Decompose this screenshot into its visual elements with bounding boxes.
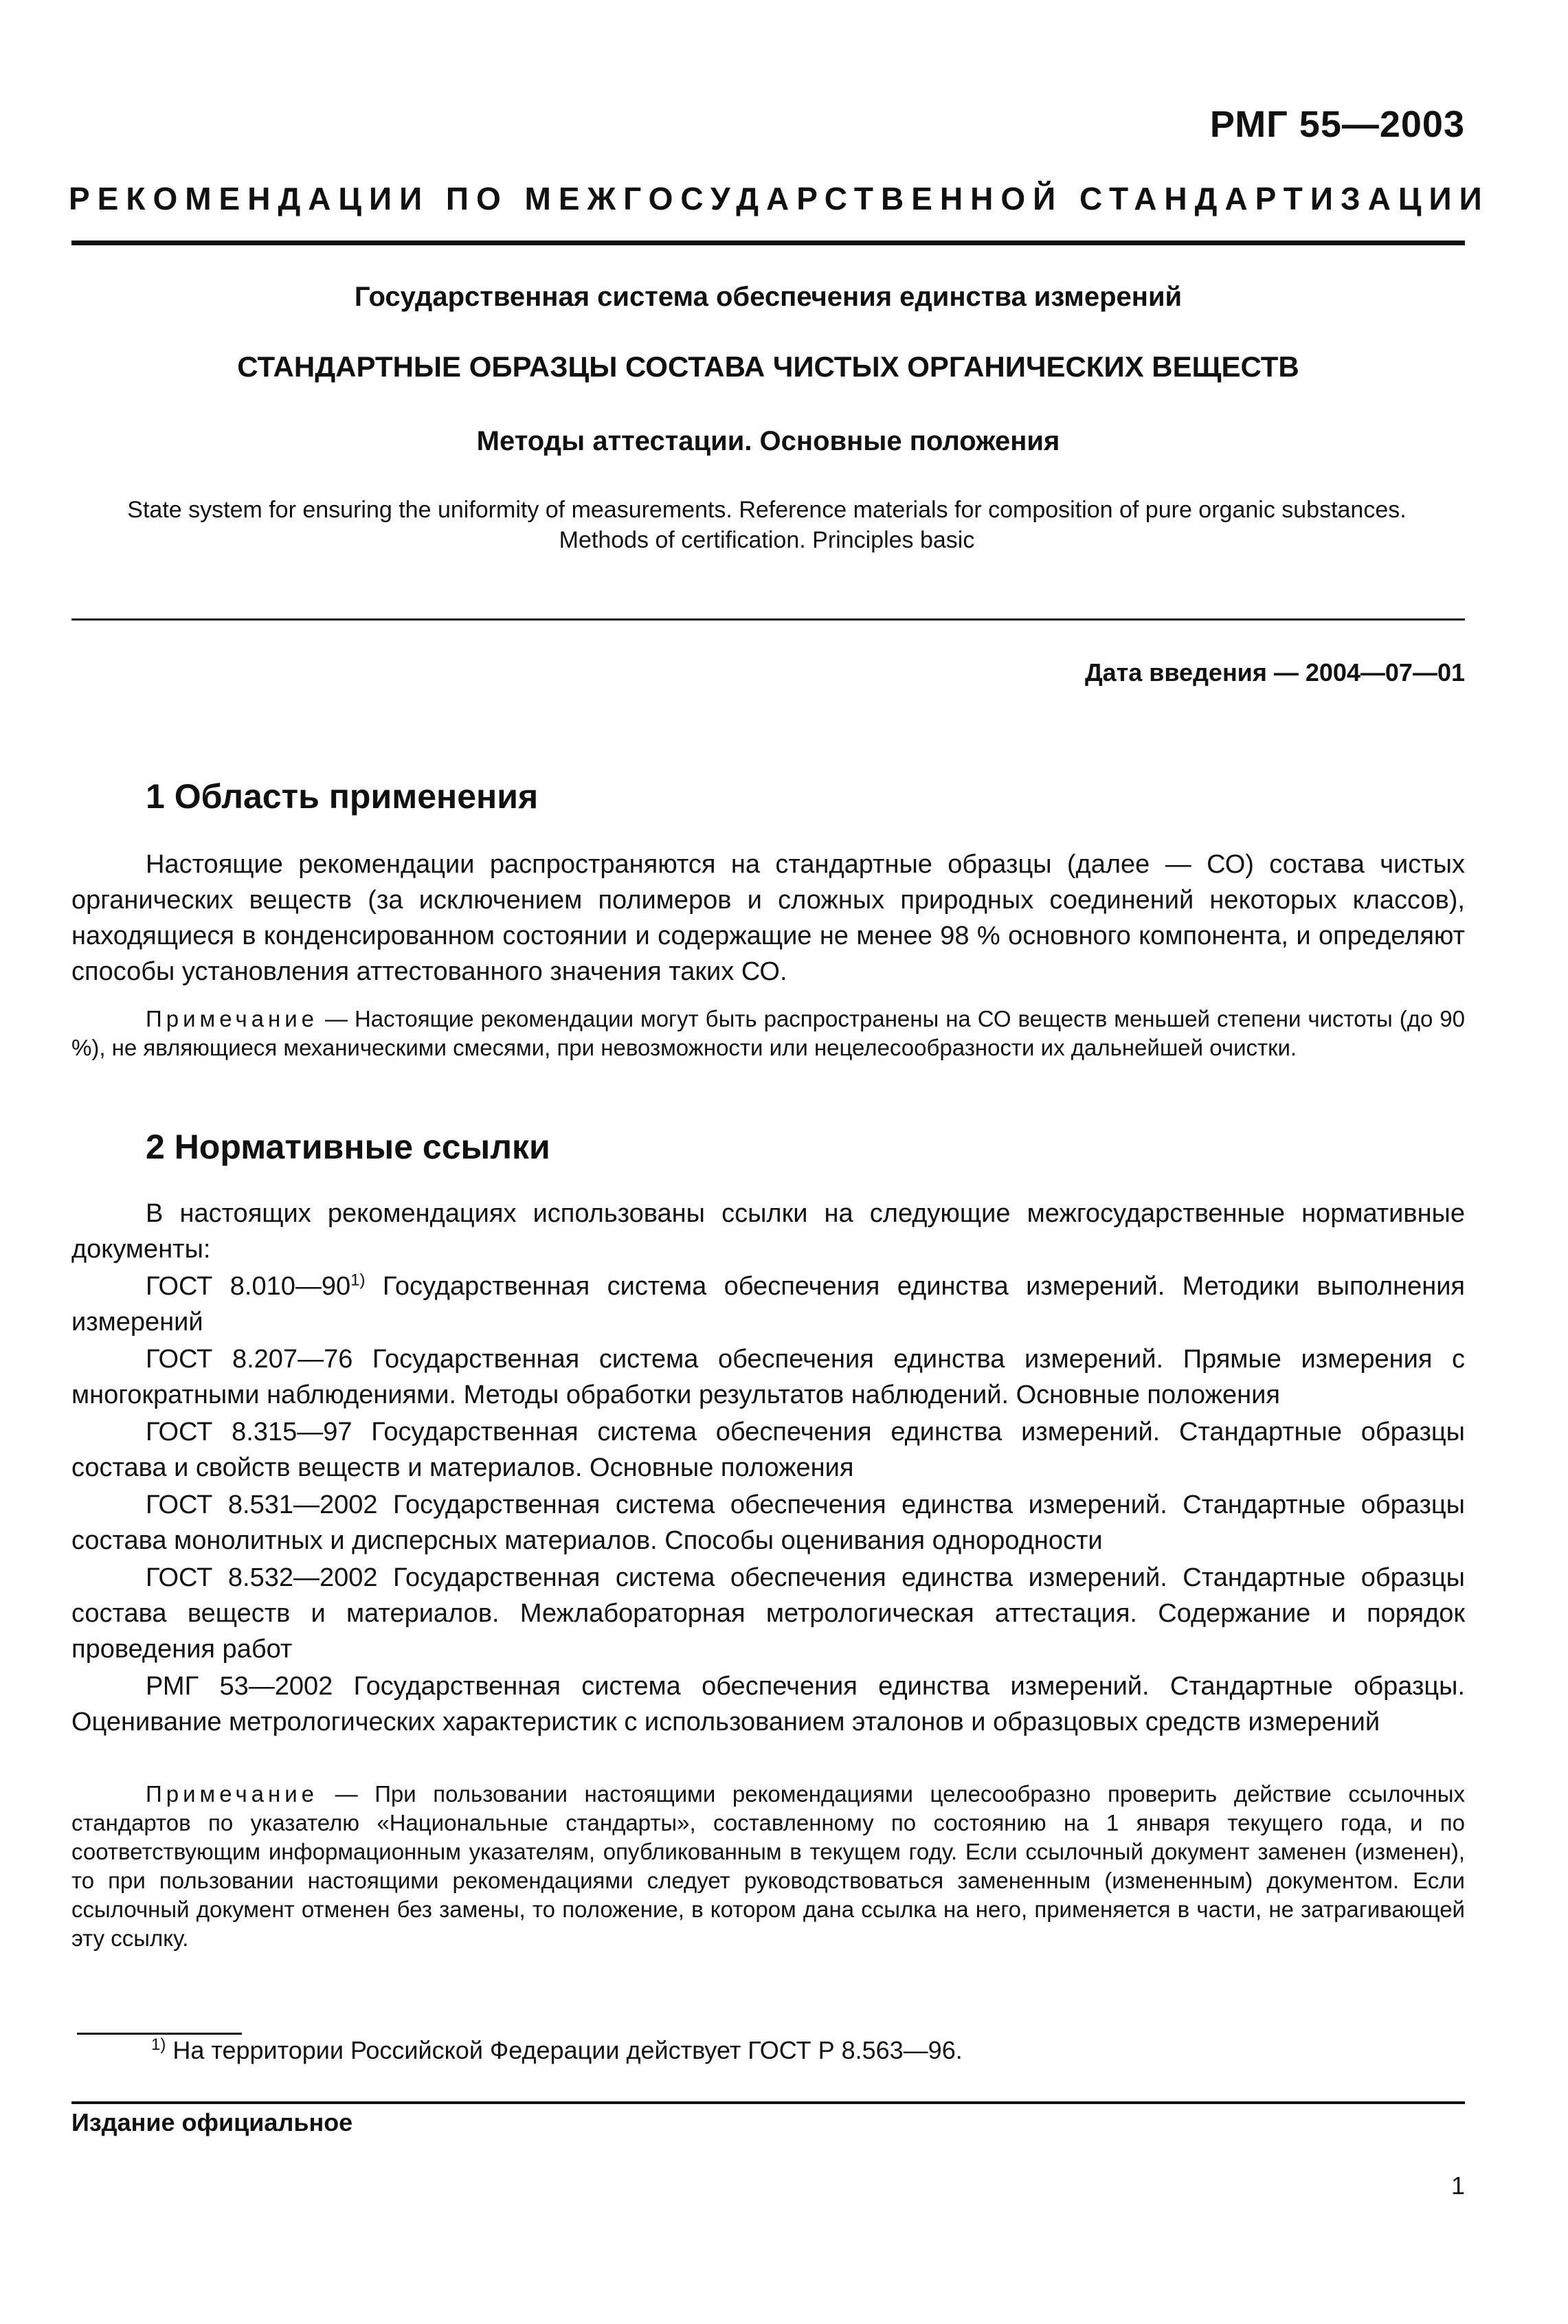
reference-code: ГОСТ 8.207—76	[146, 1345, 353, 1374]
page-number: 1	[1451, 2171, 1465, 2200]
footnote-text: На территории Российской Федерации действует ГОСТ Р 8.563—96.	[166, 2036, 963, 2064]
reference-text: Государственная система обеспечения единства измерений. Стандартные образцы состава веществ и материалов. Межлабораторная метрологическая аттестация. Содержание и порядок проведения работ	[71, 1563, 1465, 1664]
reference-text: Государственная система обеспечения единства измерений. Методики выполнения измерений	[71, 1272, 1466, 1337]
reference-code: ГОСТ 8.315—97	[146, 1418, 352, 1446]
english-title: State system for ensuring the uniformity of measurements. Reference materials for composition of pure organic substances. Methods of certification. Principles basic	[127, 497, 1407, 553]
note-text: — Настоящие рекомендации могут быть распространены на СО веществ меньшей степени чистоты (до 90 %), не являющиеся механическими смесями, при невозможности или нецелесообразности их дальнейшей очистки.	[71, 1006, 1465, 1060]
document-title: СТАНДАРТНЫЕ ОБРАЗЦЫ СОСТАВА ЧИСТЫХ ОРГАНИЧЕСКИХ ВЕЩЕСТВ	[237, 350, 1299, 383]
note-label: Примечание	[146, 1006, 319, 1031]
reference-item	[71, 1414, 1465, 1486]
reference-code: РМГ 53—2002	[146, 1672, 333, 1701]
reference-item	[71, 1269, 1465, 1340]
series-title: РЕКОМЕНДАЦИИ ПО МЕЖГОСУДАРСТВЕННОЙ СТАНДАРТИЗАЦИИ	[69, 181, 1490, 216]
reference-text: Государственная система обеспечения единства измерений. Прямые измерения с многократными наблюдениями. Методы обработки результатов наблюдений. Основные положения	[71, 1345, 1466, 1409]
footnote-marker: 1)	[350, 1271, 366, 1290]
header-rule	[71, 241, 1465, 245]
reference-text: Государственная система обеспечения единства измерений. Стандартные образцы. Оценивание метрологических характеристик с использованием эталонов и образцовых средств измерений	[71, 1672, 1465, 1736]
section-1-heading: 1 Область применения	[146, 777, 539, 816]
section-2-note	[71, 1780, 1465, 1953]
section-2-intro: В настоящих рекомендациях использованы ссылки на следующие межгосударственные нормативные документы:	[71, 1199, 1465, 1264]
reference-text: Государственная система обеспечения единства измерений. Стандартные образцы состава монолитных и дисперсных материалов. Способы оценивания однородности	[71, 1490, 1465, 1555]
reference-item	[71, 1560, 1465, 1667]
section-1-note	[71, 1005, 1465, 1062]
reference-code: ГОСТ 8.532—2002	[146, 1563, 378, 1592]
reference-item	[71, 1668, 1465, 1740]
document-subtitle: Методы аттестации. Основные положения	[476, 426, 1060, 456]
note-label: Примечание	[146, 1781, 319, 1807]
document-code: РМГ 55—2003	[1209, 104, 1465, 145]
section-1-body	[71, 847, 1465, 990]
system-title: Государственная система обеспечения единства измерений	[354, 282, 1183, 312]
footnote-mark: 1)	[151, 2035, 166, 2054]
note-text: — При пользовании настоящими рекомендациями целесообразно проверить действие ссылочных стандартов по указателю «Национальные стандарты», составленному по состоянию на 1 января текущего года, и по соответствующим информационным указателям, опубликованным в текущем году. Если ссылочный документ заменен (изменен), то при пользовании настоящими рекомендациями следует руководствоваться замененным (измененным) документом. Если ссылочный документ отменен без замены, то положение, в котором дана ссылка на него, применяется в части, не затрагивающей эту ссылку.	[71, 1781, 1465, 1951]
footnote	[151, 2034, 1465, 2067]
reference-item	[71, 1487, 1465, 1558]
section-1-paragraph: Настоящие рекомендации распространяются на стандартные образцы (далее — СО) состава чистых органических веществ (за исключением полимеров и сложных природных соединений некоторых классов), находящиеся в конденсированном состоянии и содержащие не менее 98 % основного компонента, и определяют способы установления аттестованного значения таких СО.	[71, 850, 1465, 986]
title-rule	[71, 618, 1465, 621]
reference-code: ГОСТ 8.010—90	[146, 1272, 351, 1301]
reference-text: Государственная система обеспечения единства измерений. Стандартные образцы состава и свойств веществ и материалов. Основные положения	[71, 1418, 1465, 1482]
introduction-date: Дата введения — 2004—07—01	[1084, 658, 1465, 686]
section-2-heading: 2 Нормативные ссылки	[146, 1128, 550, 1166]
edition-label: Издание официальное	[71, 2108, 353, 2136]
section-2-body	[71, 1196, 1465, 1741]
footer-rule	[71, 2101, 1465, 2104]
reference-code: ГОСТ 8.531—2002	[146, 1490, 378, 1519]
reference-item	[71, 1341, 1465, 1413]
